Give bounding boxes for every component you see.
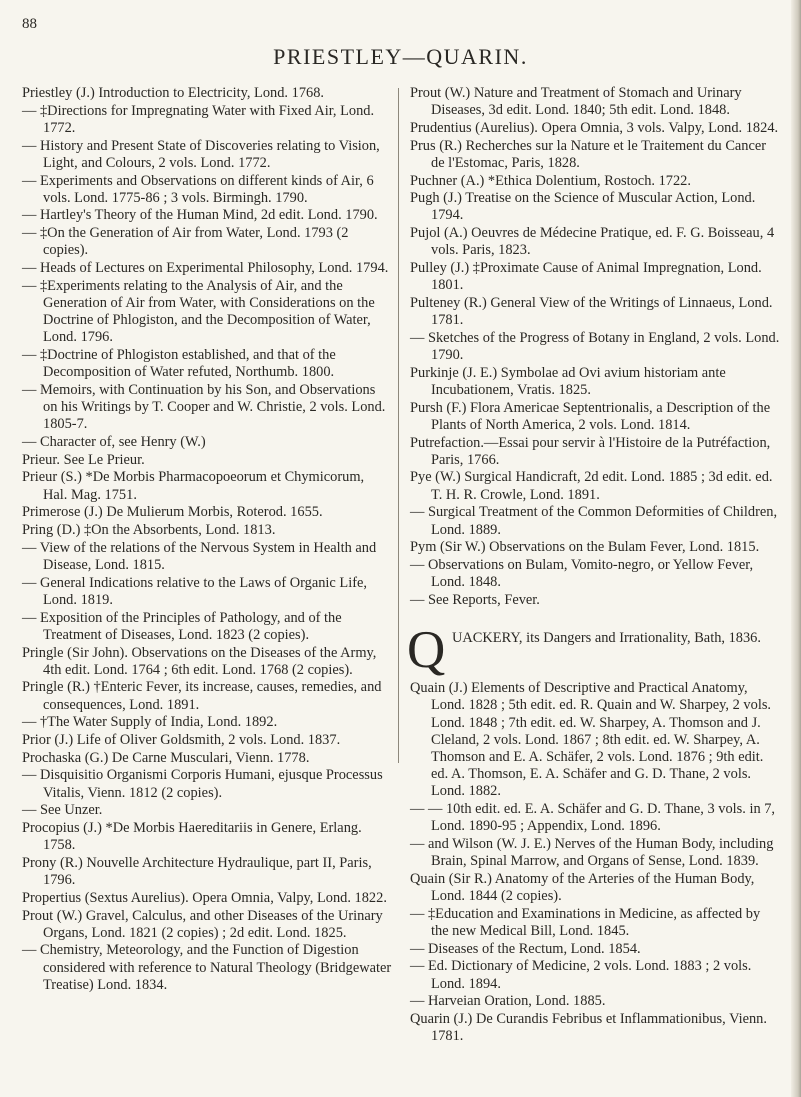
bib-entry: — General Indications relative to the Laws of Organic Life, Lond. 1819. — [22, 574, 367, 608]
bib-entry: — Observations on Bulam, Vomito-negro, or Yellow Fever, Lond. 1848. — [410, 556, 754, 591]
bib-entry: Pulteney (R.) General View of the Writings of Linnaeus, Lond. 1781. — [410, 294, 773, 329]
bib-entry: Pringle (R.) †Enteric Fever, its increase, causes, remedies, and consequences, Lond. 1891. — [22, 679, 382, 713]
bib-entry: Prudentius (Aurelius). Opera Omnia, 3 vols. Valpy, Lond. 1824. — [410, 119, 779, 136]
bib-entry: — Exposition of the Principles of Pathology, and of the Treatment of Diseases, Lond. 1823 (2 copies). — [22, 609, 342, 643]
bib-entry: — See Reports, Fever. — [410, 591, 540, 608]
bib-entry: — Ed. Dictionary of Medicine, 2 vols. Lond. 1883 ; 2 vols. Lond. 1894. — [410, 958, 752, 992]
page-edge — [791, 0, 801, 1097]
bib-entry: Purkinje (J. E.) Symbolae ad Ovi avium historiam ante Incubationem, Vratis. 1825. — [410, 364, 726, 398]
drop-cap: Q — [407, 620, 446, 679]
bib-entry: — Harveian Oration, Lond. 1885. — [410, 993, 606, 1010]
bib-entry: Prieur. See Le Prieur. — [22, 451, 145, 468]
bib-entry: Prus (R.) Recherches sur la Nature et le Traitement du Cancer de l'Estomac, Paris, 1828. — [410, 137, 767, 171]
bib-entry: — ‡Experiments relating to the Analysis of Air, and the Generation of Air from Water, with Considerations on the Doctrine of Phlogiston, and the Decomposition of Water, Lond. 1796. — [22, 277, 375, 346]
bib-entry: Pugh (J.) Treatise on the Science of Muscular Action, Lond. 1794. — [410, 190, 756, 224]
bib-entry: — and Wilson (W. J. E.) Nerves of the Human Body, including Brain, Spinal Marrow, and Organs of Sense, Lond. 1839. — [410, 835, 774, 870]
bib-entry: — Diseases of the Rectum, Lond. 1854. — [410, 940, 641, 957]
bib-entry: Puchner (A.) *Ethica Dolentium, Rostoch. 1722. — [410, 172, 691, 189]
bib-entry: Prout (W.) Gravel, Calculus, and other Diseases of the Urinary Organs, Lond. 1821 (2 copies) ; 2d edit. Lond. 1825. — [22, 907, 383, 941]
bib-entry: — Surgical Treatment of the Common Deformities of Children, Lond. 1889. — [410, 504, 778, 538]
bib-entry: — History and Present State of Discoveries relating to Vision, Light, and Colours, 2 vols. Lond. 1772. — [22, 137, 380, 171]
bib-entry: Pym (Sir W.) Observations on the Bulam Fever, Lond. 1815. — [410, 539, 760, 556]
bib-entry: Pujol (A.) Oeuvres de Médecine Pratique, ed. F. G. Boisseau, 4 vols. Paris, 1823. — [410, 225, 775, 259]
bib-entry: — ‡Doctrine of Phlogiston established, and that of the Decomposition of Water refuted, Northumb. 1800. — [22, 347, 336, 381]
bib-entry: Prout (W.) Nature and Treatment of Stomach and Urinary Diseases, 3d edit. Lond. 1840; 5th edit. Lond. 1848. — [410, 85, 742, 119]
bib-entry: — Heads of Lectures on Experimental Philosophy, Lond. 1794. — [22, 260, 389, 277]
running-title: PRIESTLEY—QUARIN. — [273, 44, 528, 69]
bib-entry: Pringle (Sir John). Observations on the Diseases of the Army, 4th edit. Lond. 1764 ; 6th edit. Lond. 1768 (2 copies). — [22, 644, 377, 678]
page-number: 88 — [22, 16, 37, 32]
bib-entry: Pring (D.) ‡On the Absorbents, Lond. 1813. — [22, 522, 276, 539]
bib-entry: — Character of, see Henry (W.) — [22, 434, 206, 451]
bib-entry: Putrefaction.—Essai pour servir à l'Histoire de la Putréfaction, Paris, 1766. — [410, 434, 771, 468]
bib-entry: Quarin (J.) De Curandis Febribus et Inflammationibus, Vienn. 1781. — [410, 1010, 767, 1045]
bib-entry: Pursh (F.) Flora Americae Septentrionalis, a Description of the Plants of North America, 2 vols. Lond. 1814. — [410, 399, 771, 433]
bib-entry: — — 10th edit. ed. E. A. Schäfer and G. D. Thane, 3 vols. in 7, Lond. 1890-95 ; Appendix, Lond. 1896. — [410, 801, 776, 835]
bib-entry: — ‡On the Generation of Air from Water, Lond. 1793 (2 copies). — [22, 225, 349, 259]
bib-entry: — Chemistry, Meteorology, and the Function of Digestion considered with reference to Natural Theology (Bridgewater Treatise) Lond. 1834. — [22, 942, 392, 993]
bib-entry: Priestley (J.) Introduction to Electricity, Lond. 1768. — [22, 85, 325, 101]
bib-entry: Prior (J.) Life of Oliver Goldsmith, 2 vols. Lond. 1837. — [22, 732, 341, 749]
bib-entry: — See Unzer. — [22, 802, 103, 819]
bib-entry: Prieur (S.) *De Morbis Pharmacopoeorum et Chymicorum, Hal. Mag. 1751. — [22, 469, 365, 503]
bib-entry: — Disquisitio Organismi Corporis Humani, ejusque Processus Vitalis, Vienn. 1812 (2 copies). — [22, 767, 383, 801]
right-column — [407, 85, 780, 1046]
bib-entry: — ‡Directions for Impregnating Water with Fixed Air, Lond. 1772. — [22, 102, 375, 136]
bib-entry: Pye (W.) Surgical Handicraft, 2d edit. Lond. 1885 ; 3d edit. ed. T. H. R. Crowle, Lond. 1891. — [410, 469, 773, 503]
bib-entry: Quain (J.) Elements of Descriptive and Practical Anatomy, Lond. 1828 ; 5th edit. ed. R. Quain and W. Sharpey, 2 vols. Lond. 1848 ; 7th edit. ed. W. Sharpey, A. Thomson and J. Cleland, 2 vols. Lond. 1867 ; 8th edit. ed. W. Sharpey, A. Thomson and E. A. Schäfer, 2 vols. Lond. 1876 ; 9th edit. ed. A. Thomson, E. A. Schäfer and G. D. Thane, 2 vols. Lond. 1882. — [410, 680, 772, 800]
section-q-first-entry — [407, 620, 780, 680]
first-entry-text: UACKERY, its Dangers and Irrationality, Bath, 1836. — [452, 629, 761, 646]
bib-entry: Prochaska (G.) De Carne Musculari, Vienn. 1778. — [22, 749, 310, 766]
bib-entry: — View of the relations of the Nervous System in Health and Disease, Lond. 1815. — [22, 539, 377, 573]
bib-entry: Prony (R.) Nouvelle Architecture Hydraulique, part II, Paris, 1796. — [22, 854, 372, 889]
bib-entry: Propertius (Sextus Aurelius). Opera Omnia, Valpy, Lond. 1822. — [22, 889, 387, 906]
bib-entry: — †The Water Supply of India, Lond. 1892. — [22, 714, 278, 731]
bib-entry: — Hartley's Theory of the Human Mind, 2d edit. Lond. 1790. — [22, 207, 378, 224]
bib-entry: Pulley (J.) ‡Proximate Cause of Animal Impregnation, Lond. 1801. — [410, 260, 762, 294]
bib-entry: — Experiments and Observations on different kinds of Air, 6 vols. Lond. 1775-86 ; 3 vols. Birmingh. 1790. — [22, 172, 374, 206]
bib-entry: Procopius (J.) *De Morbis Haereditariis in Genere, Erlang. 1758. — [22, 820, 362, 854]
bib-entry: Primerose (J.) De Mulierum Morbis, Roterod. 1655. — [22, 504, 323, 521]
bib-entry: — Memoirs, with Continuation by his Son, and Observations on his Writings by T. Cooper and W. Christie, 2 vols. Lond. 1805-7. — [22, 381, 386, 433]
column-divider — [398, 88, 399, 763]
bib-entry: Quain (Sir R.) Anatomy of the Arteries of the Human Body, Lond. 1844 (2 copies). — [410, 870, 755, 905]
bib-entry: — Sketches of the Progress of Botany in England, 2 vols. Lond. 1790. — [410, 329, 780, 364]
bib-entry: — ‡Education and Examinations in Medicine, as affected by the new Medical Bill, Lond. 1845. — [410, 905, 761, 939]
section-gap — [410, 610, 780, 630]
left-column — [22, 85, 392, 995]
